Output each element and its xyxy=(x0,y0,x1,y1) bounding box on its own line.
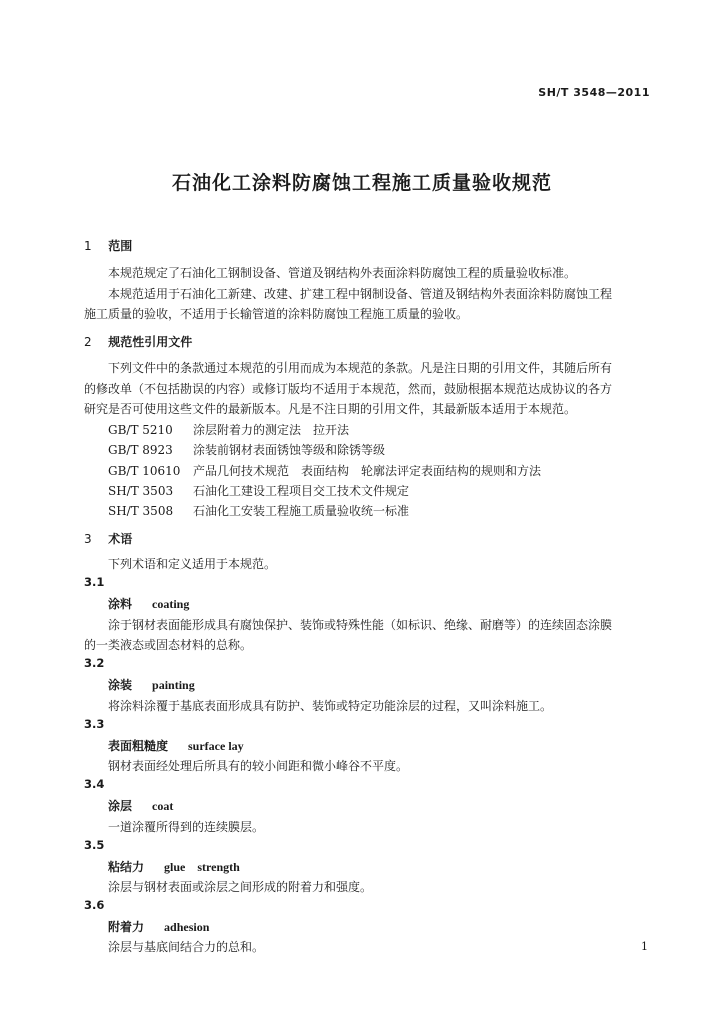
section-1-heading xyxy=(84,237,132,254)
paragraph-line: 本规范规定了石油化工钢制设备、管道及钢结构外表面涂料防腐蚀工程的质量验收标准。 xyxy=(108,266,577,280)
paragraph-line: 研究是否可使用这些文件的最新版本。凡是不注日期的引用文件，其最新版本适用于本规范。 xyxy=(84,402,577,416)
term-en: coat xyxy=(152,799,174,813)
paragraph-line: 下列文件中的条款通过本规范的引用而成为本规范的条款。凡是注日期的引用文件，其随后所有 xyxy=(108,361,613,375)
term-zh: 表面粗糙度 xyxy=(108,739,169,753)
section-number: 3 xyxy=(84,532,92,546)
section-3-heading xyxy=(84,530,132,547)
reference-title: 产品几何技术规范 表面结构 轮廓法评定表面结构的规则和方法 xyxy=(193,464,542,478)
section-title: 范围 xyxy=(108,239,133,253)
reference-code: GB/T 8923 xyxy=(108,443,173,457)
reference-code: GB/T 10610 xyxy=(108,464,181,478)
term-definition: 钢材表面经处理后所具有的较小间距和微小峰谷不平度。 xyxy=(108,759,409,773)
term-definition: 涂于钢材表面能形成具有腐蚀保护、装饰或特殊性能（如标识、绝缘、耐磨等）的连续固态涂膜 xyxy=(108,618,613,632)
section-title: 术语 xyxy=(108,532,133,546)
term-en: adhesion xyxy=(164,920,210,934)
term-name xyxy=(108,595,189,612)
standard-code: SH/T 3548—2011 xyxy=(538,86,650,99)
reference-row xyxy=(108,482,409,499)
reference-row xyxy=(108,502,409,519)
reference-code: SH/T 3503 xyxy=(108,484,174,498)
term-en: painting xyxy=(152,678,195,692)
reference-title: 涂层附着力的测定法 拉开法 xyxy=(193,423,350,437)
reference-title: 涂装前钢材表面锈蚀等级和除锈等级 xyxy=(193,443,386,457)
term-zh: 粘结力 xyxy=(108,860,145,874)
term-name xyxy=(108,676,195,693)
term-number: 3.2 xyxy=(84,656,105,670)
section-title: 规范性引用文件 xyxy=(108,335,193,349)
term-definition: 将涂料涂覆于基底表面形成具有防护、装饰或特定功能涂层的过程，又叫涂料施工。 xyxy=(108,699,553,713)
term-zh: 涂料 xyxy=(108,597,133,611)
term-number: 3.4 xyxy=(84,777,105,791)
term-zh: 涂层 xyxy=(108,799,133,813)
term-number: 3.3 xyxy=(84,717,105,731)
paragraph-line: 的修改单（不包括勘误的内容）或修订版均不适用于本规范，然而，鼓励根据本规范达成协议的各方 xyxy=(84,382,613,396)
term-en: glue strength xyxy=(164,860,240,874)
term-number: 3.6 xyxy=(84,898,105,912)
term-number: 3.1 xyxy=(84,575,105,589)
reference-row xyxy=(108,462,541,479)
term-name xyxy=(108,858,240,875)
term-name xyxy=(108,797,173,814)
term-definition: 的一类液态或固态材料的总称。 xyxy=(84,638,253,652)
term-definition: 涂层与钢材表面或涂层之间形成的附着力和强度。 xyxy=(108,880,373,894)
term-en: surface lay xyxy=(188,739,244,753)
section-number: 1 xyxy=(84,239,92,253)
term-name xyxy=(108,737,244,754)
paragraph-line: 本规范适用于石油化工新建、改建、扩建工程中钢制设备、管道及钢结构外表面涂料防腐蚀工程 xyxy=(108,287,613,301)
term-definition: 一道涂覆所得到的连续膜层。 xyxy=(108,820,265,834)
term-definition: 涂层与基底间结合力的总和。 xyxy=(108,940,265,954)
paragraph-line: 施工质量的验收，不适用于长输管道的涂料防腐蚀工程施工质量的验收。 xyxy=(84,307,469,321)
page-number: 1 xyxy=(641,940,648,953)
term-zh: 附着力 xyxy=(108,920,145,934)
reference-title: 石油化工安装工程施工质量验收统一标准 xyxy=(193,504,410,518)
term-name xyxy=(108,918,209,935)
term-zh: 涂装 xyxy=(108,678,133,692)
reference-row xyxy=(108,421,349,438)
term-number: 3.5 xyxy=(84,838,105,852)
reference-code: SH/T 3508 xyxy=(108,504,174,518)
term-en: coating xyxy=(152,597,190,611)
section-2-heading xyxy=(84,333,192,350)
reference-title: 石油化工建设工程项目交工技术文件规定 xyxy=(193,484,410,498)
reference-row xyxy=(108,441,385,458)
terms-intro: 下列术语和定义适用于本规范。 xyxy=(108,557,277,571)
reference-code: GB/T 5210 xyxy=(108,423,173,437)
section-number: 2 xyxy=(84,335,92,349)
document-title: 石油化工涂料防腐蚀工程施工质量验收规范 xyxy=(171,172,552,194)
